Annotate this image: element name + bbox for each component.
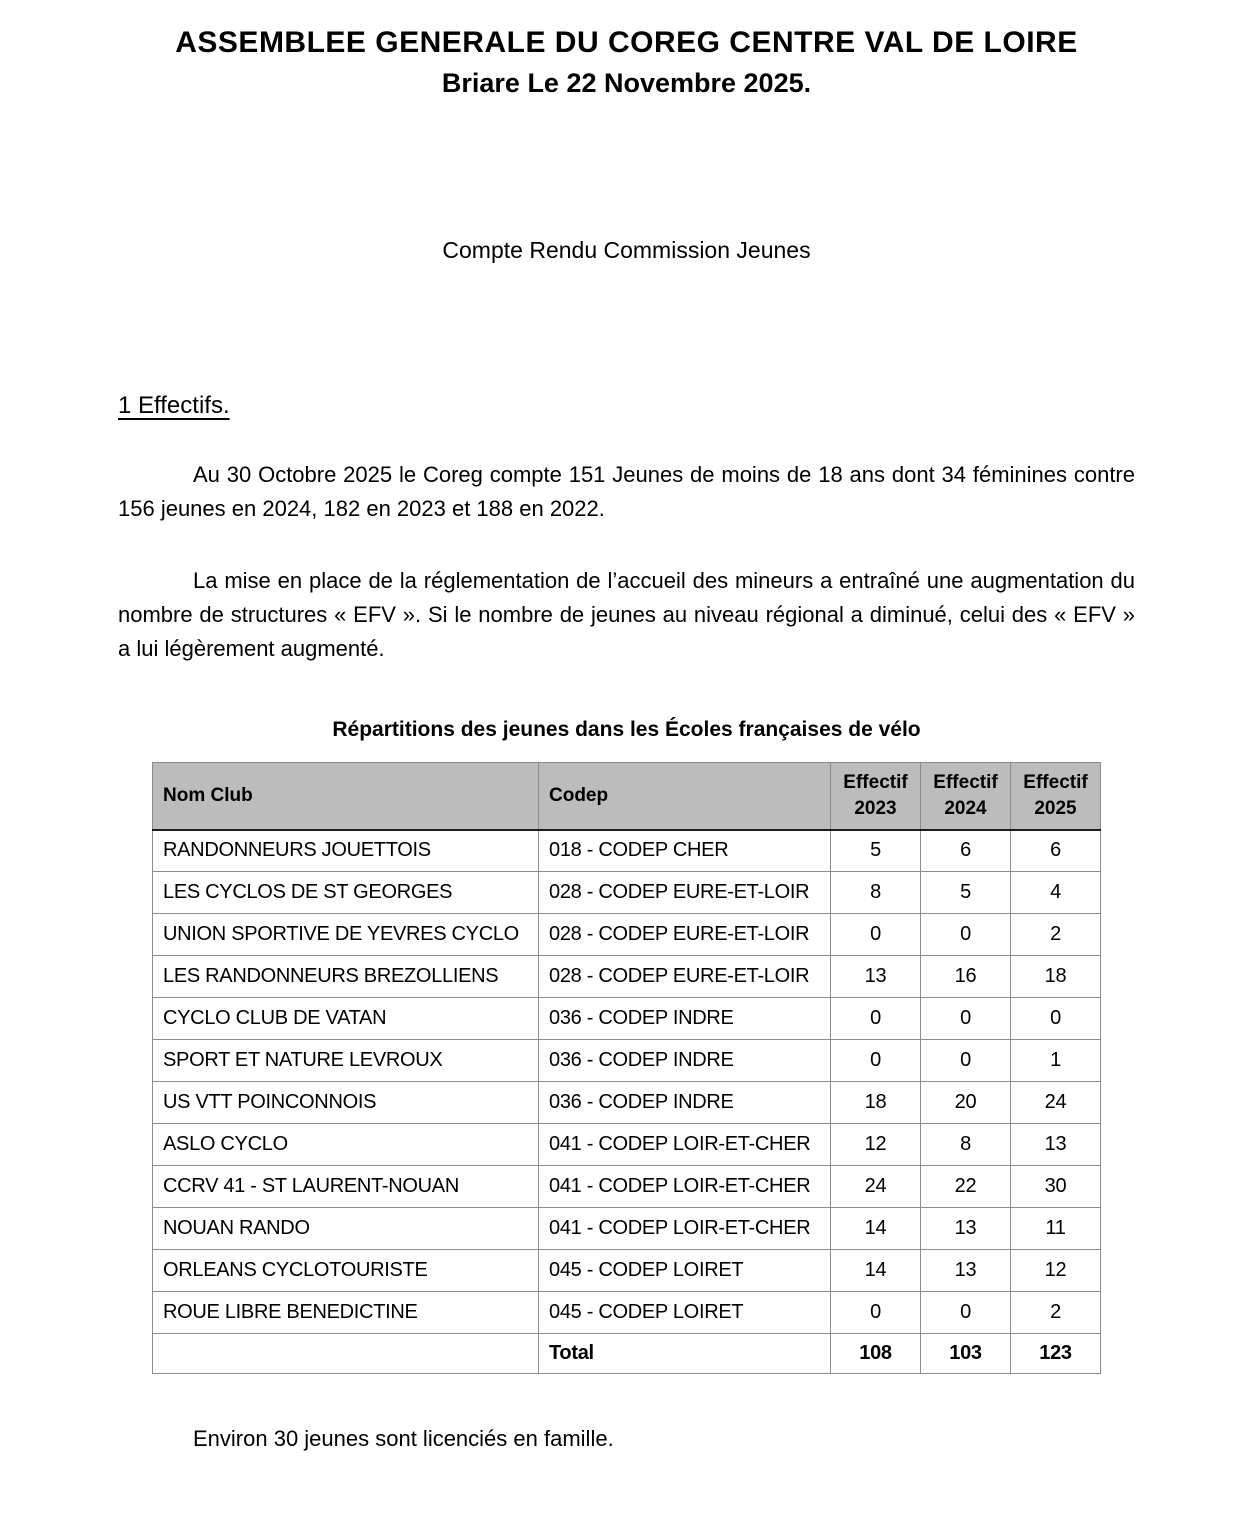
header-codep: Codep xyxy=(539,763,831,830)
paragraph-effectifs: Au 30 Octobre 2025 le Coreg compte 151 Jeunes de moins de 18 ans dont 34 féminines contre 156 jeunes en 2024, 182 en 2023 et 188 en 2022. xyxy=(118,462,1135,521)
club-cell: CYCLO CLUB DE VATAN xyxy=(153,998,539,1040)
effectif-2023-cell: 18 xyxy=(831,1082,921,1124)
effectif-2023-cell: 8 xyxy=(831,872,921,914)
effectif-2023-cell: 0 xyxy=(831,914,921,956)
document-date: Briare Le 22 Novembre 2025. xyxy=(441,68,812,98)
club-cell: SPORT ET NATURE LEVROUX xyxy=(153,1040,539,1082)
total-label-cell: Total xyxy=(539,1334,831,1374)
effectif-2025-cell: 30 xyxy=(1011,1166,1101,1208)
table-row xyxy=(153,998,1101,1040)
club-cell: UNION SPORTIVE DE YEVRES CYCLO xyxy=(153,914,539,956)
document-content xyxy=(118,26,1135,1452)
total-2023-cell: 108 xyxy=(831,1334,921,1374)
efv-repartition-table xyxy=(152,762,1101,1374)
effectif-2023-cell: 24 xyxy=(831,1166,921,1208)
total-row xyxy=(153,1334,1101,1374)
effectif-2025-cell: 6 xyxy=(1011,830,1101,872)
total-2024-cell: 103 xyxy=(921,1334,1011,1374)
effectif-2023-cell: 0 xyxy=(831,1040,921,1082)
effectif-2024-cell: 13 xyxy=(921,1250,1011,1292)
effectif-2025-cell: 13 xyxy=(1011,1124,1101,1166)
club-cell: LES RANDONNEURS BREZOLLIENS xyxy=(153,956,539,998)
document-title: ASSEMBLEE GENERALE DU COREG CENTRE VAL DE LOIRE xyxy=(175,26,1078,59)
codep-cell: 045 - CODEP LOIRET xyxy=(539,1292,831,1334)
header-effectif-2025: Effectif 2025 xyxy=(1011,763,1101,830)
codep-cell: 041 - CODEP LOIR-ET-CHER xyxy=(539,1208,831,1250)
club-cell: ORLEANS CYCLOTOURISTE xyxy=(153,1250,539,1292)
effectif-2023-cell: 5 xyxy=(831,830,921,872)
codep-cell: 045 - CODEP LOIRET xyxy=(539,1250,831,1292)
club-cell: LES CYCLOS DE ST GEORGES xyxy=(153,872,539,914)
table-row xyxy=(153,1292,1101,1334)
codep-cell: 036 - CODEP INDRE xyxy=(539,998,831,1040)
codep-cell: 018 - CODEP CHER xyxy=(539,830,831,872)
effectif-2024-cell: 6 xyxy=(921,830,1011,872)
codep-cell: 041 - CODEP LOIR-ET-CHER xyxy=(539,1124,831,1166)
codep-cell: 028 - CODEP EURE-ET-LOIR xyxy=(539,914,831,956)
total-empty-cell xyxy=(153,1334,539,1374)
table-row xyxy=(153,914,1101,956)
header-effectif-2023: Effectif 2023 xyxy=(831,763,921,830)
codep-cell: 041 - CODEP LOIR-ET-CHER xyxy=(539,1166,831,1208)
table-row xyxy=(153,1208,1101,1250)
codep-cell: 036 - CODEP INDRE xyxy=(539,1082,831,1124)
effectif-2023-cell: 13 xyxy=(831,956,921,998)
codep-cell: 028 - CODEP EURE-ET-LOIR xyxy=(539,872,831,914)
effectif-2025-cell: 2 xyxy=(1011,914,1101,956)
effectif-2024-cell: 16 xyxy=(921,956,1011,998)
effectif-2025-cell: 18 xyxy=(1011,956,1101,998)
club-cell: US VTT POINCONNOIS xyxy=(153,1082,539,1124)
table-row xyxy=(153,1250,1101,1292)
section-heading-effectifs: 1 Effectifs. xyxy=(118,392,230,419)
table-title: Répartitions des jeunes dans les Écoles françaises de vélo xyxy=(332,718,921,741)
header-nom-club: Nom Club xyxy=(153,763,539,830)
effectif-2023-cell: 0 xyxy=(831,998,921,1040)
effectif-2024-cell: 8 xyxy=(921,1124,1011,1166)
effectif-2025-cell: 24 xyxy=(1011,1082,1101,1124)
table-row xyxy=(153,956,1101,998)
effectif-2024-cell: 13 xyxy=(921,1208,1011,1250)
effectif-2023-cell: 12 xyxy=(831,1124,921,1166)
table-row xyxy=(153,1166,1101,1208)
table-row xyxy=(153,1082,1101,1124)
effectif-2025-cell: 12 xyxy=(1011,1250,1101,1292)
table-row xyxy=(153,872,1101,914)
efv-table-header xyxy=(153,763,1101,830)
club-cell: ROUE LIBRE BENEDICTINE xyxy=(153,1292,539,1334)
header-effectif-2024: Effectif 2024 xyxy=(921,763,1011,830)
effectif-2024-cell: 5 xyxy=(921,872,1011,914)
effectif-2023-cell: 14 xyxy=(831,1250,921,1292)
club-cell: CCRV 41 - ST LAURENT-NOUAN xyxy=(153,1166,539,1208)
club-cell: RANDONNEURS JOUETTOIS xyxy=(153,830,539,872)
effectif-2024-cell: 0 xyxy=(921,914,1011,956)
effectif-2024-cell: 0 xyxy=(921,1292,1011,1334)
total-2025-cell: 123 xyxy=(1011,1334,1101,1374)
club-cell: ASLO CYCLO xyxy=(153,1124,539,1166)
closing-paragraph: Environ 30 jeunes sont licenciés en famille. xyxy=(193,1426,614,1451)
table-row xyxy=(153,1040,1101,1082)
effectif-2024-cell: 22 xyxy=(921,1166,1011,1208)
effectif-2025-cell: 1 xyxy=(1011,1040,1101,1082)
effectif-2025-cell: 11 xyxy=(1011,1208,1101,1250)
codep-cell: 036 - CODEP INDRE xyxy=(539,1040,831,1082)
club-cell: NOUAN RANDO xyxy=(153,1208,539,1250)
effectif-2025-cell: 0 xyxy=(1011,998,1101,1040)
effectif-2024-cell: 20 xyxy=(921,1082,1011,1124)
effectif-2025-cell: 4 xyxy=(1011,872,1101,914)
table-row xyxy=(153,830,1101,872)
document-subtitle: Compte Rendu Commission Jeunes xyxy=(442,237,811,263)
effectif-2023-cell: 0 xyxy=(831,1292,921,1334)
paragraph-efv: La mise en place de la réglementation de l’accueil des mineurs a entraîné une augmentation du nombre de structures « EFV ». Si le nombre de jeunes au niveau régional a diminué, celui des « EFV » a lui légèrement augmenté. xyxy=(118,568,1135,661)
effectif-2023-cell: 14 xyxy=(831,1208,921,1250)
header-row xyxy=(153,763,1101,830)
effectif-2025-cell: 2 xyxy=(1011,1292,1101,1334)
effectif-2024-cell: 0 xyxy=(921,1040,1011,1082)
table-row xyxy=(153,1124,1101,1166)
efv-table-body xyxy=(153,830,1101,1374)
codep-cell: 028 - CODEP EURE-ET-LOIR xyxy=(539,956,831,998)
effectif-2024-cell: 0 xyxy=(921,998,1011,1040)
